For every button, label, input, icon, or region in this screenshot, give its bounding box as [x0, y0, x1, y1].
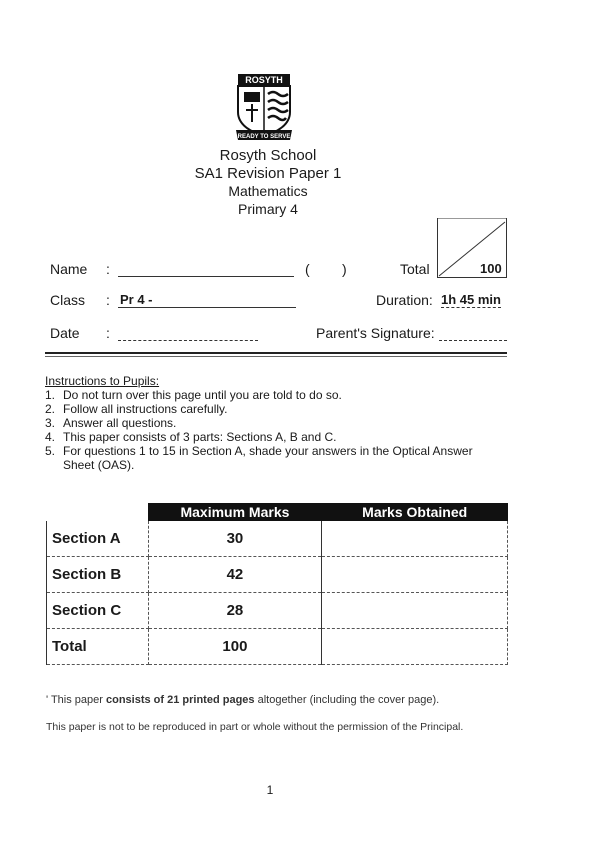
duration-label: Duration: [376, 292, 433, 308]
copyright-note: This paper is not to be reproduced in part or whole without the permission of the Principal. [46, 721, 464, 733]
section-name: Section C [47, 593, 149, 629]
instruction-item: 2. Follow all instructions carefully. [45, 402, 228, 416]
instruction-item: 4. This paper consists of 3 parts: Sections A, B and C. [45, 430, 337, 444]
header-marks-obtained: Marks Obtained [322, 503, 508, 521]
name-field[interactable] [118, 276, 294, 277]
school-crest-logo [232, 72, 296, 144]
register-number-paren-open: ( [305, 261, 310, 277]
paper-title: SA1 Revision Paper 1 [194, 165, 342, 182]
class-value: Pr 4 - [120, 292, 153, 307]
total-value: 100 [480, 261, 502, 276]
class-colon: : [106, 292, 110, 308]
header-maximum-marks: Maximum Marks [148, 503, 322, 521]
instruction-item: 3. Answer all questions. [45, 416, 177, 430]
class-field[interactable] [118, 307, 296, 308]
divider-thick [45, 352, 507, 354]
instruction-item: 5. For questions 1 to 15 in Section A, shade your answers in the Optical Answer Sheet (OAS). [45, 444, 473, 472]
marks-obtained-cell[interactable] [322, 557, 508, 593]
register-number-paren-close: ) [342, 261, 347, 277]
parent-signature-label: Parent's Signature: [316, 325, 435, 341]
duration-value: 1h 45 min [441, 292, 501, 307]
subject: Mathematics [228, 183, 308, 199]
school-name: Rosyth School [219, 147, 317, 164]
section-name: Total [47, 629, 149, 665]
page-number: 1 [266, 783, 274, 797]
max-marks: 100 [148, 629, 322, 665]
table-row [47, 629, 508, 665]
date-label: Date [50, 325, 80, 341]
max-marks: 30 [148, 521, 322, 557]
pages-note: ' This paper consists of 21 printed pages altogether (including the cover page). [46, 694, 440, 706]
class-label: Class [50, 292, 86, 308]
divider-thin [45, 356, 507, 357]
header-blank [47, 503, 149, 521]
marks-table [46, 503, 508, 665]
marks-obtained-cell[interactable] [322, 629, 508, 665]
total-label: Total [400, 261, 430, 277]
instructions-title: Instructions to Pupils: [45, 374, 160, 388]
max-marks: 28 [148, 593, 322, 629]
table-row [47, 557, 508, 593]
marks-obtained-cell[interactable] [322, 521, 508, 557]
date-field[interactable] [118, 340, 258, 341]
svg-text:ROSYTH: ROSYTH [245, 75, 283, 85]
marks-obtained-cell[interactable] [322, 593, 508, 629]
grade-level: Primary 4 [238, 201, 298, 217]
name-label: Name [50, 261, 88, 277]
svg-text:READY TO SERVE: READY TO SERVE [237, 134, 291, 140]
date-colon: : [106, 325, 110, 341]
max-marks: 42 [148, 557, 322, 593]
marks-table-header [47, 503, 508, 521]
instruction-item: 1. Do not turn over this page until you are told to do so. [45, 388, 342, 402]
name-colon: : [106, 261, 110, 277]
table-row [47, 521, 508, 557]
section-name: Section B [47, 557, 149, 593]
parent-signature-field[interactable] [439, 340, 507, 341]
section-name: Section A [47, 521, 149, 557]
table-row [47, 593, 508, 629]
